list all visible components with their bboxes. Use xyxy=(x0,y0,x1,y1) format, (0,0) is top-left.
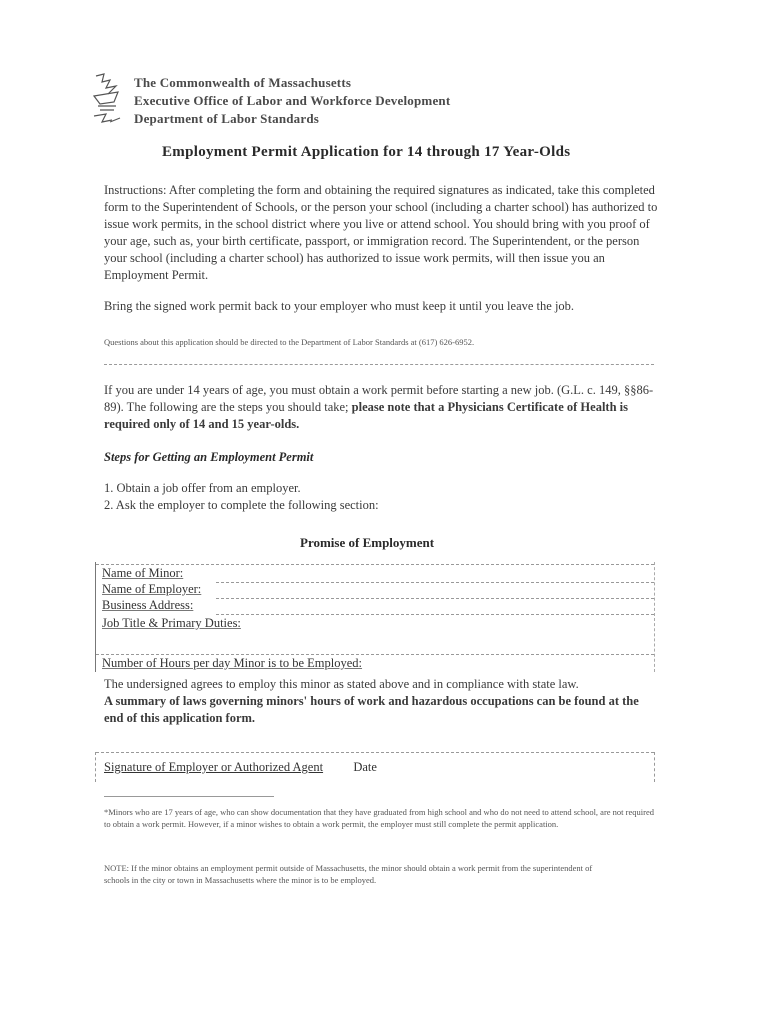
under-14-bold-note: please note that a Physicians Certificate of Health is required only of 14 and 15 year-olds. xyxy=(104,400,628,431)
footnote-out-of-state: NOTE: If the minor obtains an employment permit outside of Massachusetts, the minor should obtain a work permit from the superintendent of schools in the city or town in Massachusetts where the minor is to be employed. xyxy=(104,863,593,885)
field-line xyxy=(96,654,654,655)
signature-block xyxy=(95,752,655,782)
divider-line xyxy=(104,364,654,365)
signature-field[interactable]: Signature of Employer or Authorized Agent xyxy=(104,760,324,774)
footnote-divider xyxy=(104,796,274,797)
steps-heading: Steps for Getting an Employment Permit xyxy=(104,450,314,464)
field-hours-per-day[interactable] xyxy=(102,656,362,671)
header-line-3: Department of Labor Standards xyxy=(134,111,320,126)
field-label: Number of Hours per day Minor is to be Employed: xyxy=(102,656,363,670)
agreement-paragraph xyxy=(104,676,660,727)
date-field[interactable]: Date xyxy=(353,760,377,774)
questions-note: Questions about this application should be directed to the Department of Labor Standards at (617) 626-6952. xyxy=(104,337,475,347)
field-label: Name of Employer: xyxy=(102,582,202,596)
field-line xyxy=(216,582,654,583)
signature-row xyxy=(104,760,377,775)
step-item: 2. Ask the employer to complete the following section: xyxy=(104,498,379,512)
signature-top-line xyxy=(96,752,654,753)
under-14-paragraph xyxy=(104,382,660,433)
instructions-paragraph: Instructions: After completing the form and obtaining the required signatures as indicated, take this completed form to the Superintendent of Schools, or the person your school (including a charter school) has authorized to issue work permits, in the school district where you live or attend school. You should bring with you proof of your age, such as, your birth certificate, passport, or immigration record. The Superintendent, or the person your school (including a charter school) has authorized to issue work permits, will then issue you an Employment Permit. xyxy=(104,183,658,282)
field-label: Business Address: xyxy=(102,598,194,612)
field-job-title-duties[interactable] xyxy=(102,616,241,631)
field-label: Name of Minor: xyxy=(102,566,184,580)
field-name-of-minor[interactable] xyxy=(102,566,183,581)
state-seal-logo xyxy=(90,72,124,128)
field-line xyxy=(216,614,654,615)
header-line-1: The Commonwealth of Massachusetts xyxy=(134,75,352,90)
under-14-text: If you are under 14 years of age, you must obtain a work permit before starting a new job. (G.L. c. 149, §§86-89). The following are the steps you should take; xyxy=(104,383,654,414)
promise-heading: Promise of Employment xyxy=(300,535,435,550)
document-title: Employment Permit Application for 14 through 17 Year-Olds xyxy=(162,144,571,160)
field-label: Job Title & Primary Duties: xyxy=(102,616,241,630)
field-line xyxy=(216,598,654,599)
promise-of-employment-form xyxy=(95,562,655,672)
bring-permit-note: Bring the signed work permit back to your employer who must keep it until you leave the job. xyxy=(104,299,575,313)
steps-list xyxy=(104,480,564,514)
agreement-text: The undersigned agrees to employ this minor as stated above and in compliance with state law. xyxy=(104,677,579,691)
header-line-2: Executive Office of Labor and Workforce Development xyxy=(134,93,451,108)
form-top-line xyxy=(96,564,654,565)
field-name-of-employer[interactable] xyxy=(102,582,201,597)
agency-header xyxy=(134,74,451,128)
field-business-address[interactable] xyxy=(102,598,193,613)
footnote-17-year-olds: *Minors who are 17 years of age, who can show documentation that they have graduated from high school and who do not need to attend school, are not required to obtain a work permit. However, if a minor wishes to obtain a work permit, the employer must still complete the permit application. xyxy=(104,807,654,829)
agreement-bold-note: A summary of laws governing minors' hours of work and hazardous occupations can be found at the end of this application form. xyxy=(104,694,639,725)
step-item: 1. Obtain a job offer from an employer. xyxy=(104,481,301,495)
